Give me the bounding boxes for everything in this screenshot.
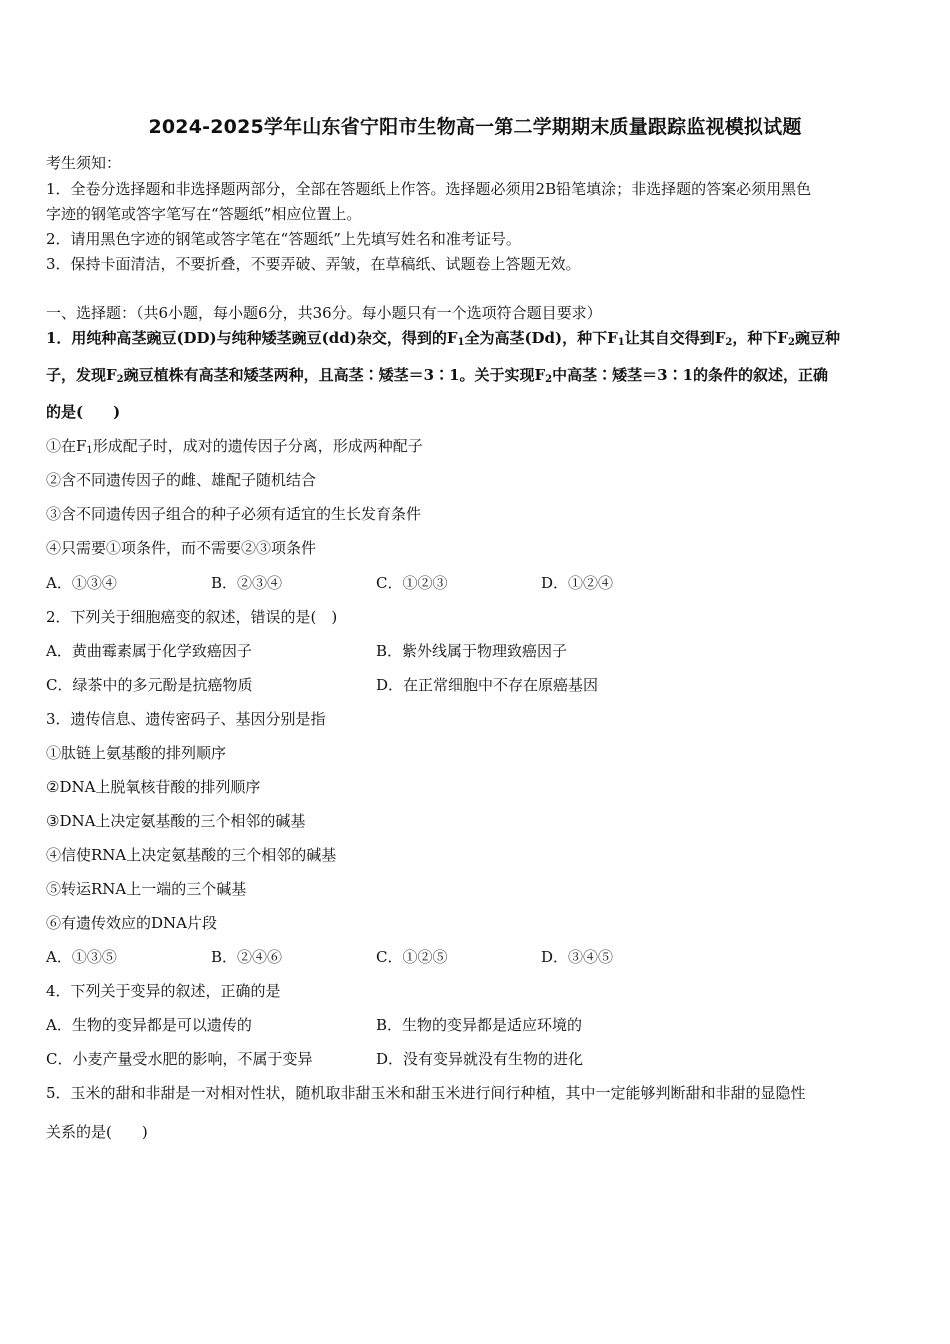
q3-item: ③DNA上决定氨基酸的三个相邻的碱基: [46, 812, 306, 830]
q2-option-b[interactable]: B．紫外线属于物理致癌因子: [376, 642, 568, 660]
q5-stem-line2: 关系的是( ): [46, 1123, 148, 1141]
q3-item: ⑤转运RNA上一端的三个碱基: [46, 880, 247, 898]
q1-option-d[interactable]: D．①②④: [541, 574, 614, 592]
q1-option-c[interactable]: C．①②③: [376, 574, 448, 592]
notice-item: 字迹的钢笔或答字笔写在“答题纸”相应位置上。: [46, 205, 362, 223]
q5-stem-line1: 5．玉米的甜和非甜是一对相对性状，随机取非甜玉米和甜玉米进行间行种植，其中一定能够判断甜和非甜的显隐性: [46, 1084, 806, 1102]
q4-option-b[interactable]: B．生物的变异都是适应环境的: [376, 1016, 583, 1034]
q4-option-c[interactable]: C．小麦产量受水肥的影响，不属于变异: [46, 1050, 313, 1068]
q1-stem-line3: 的是( ): [46, 403, 121, 421]
q1-statement: ②含不同遗传因子的雌、雄配子随机结合: [46, 471, 317, 489]
q3-item: ②DNA上脱氧核苷酸的排列顺序: [46, 778, 261, 796]
q1-option-a[interactable]: A．①③④: [46, 574, 117, 592]
q3-item: ⑥有遗传效应的DNA片段: [46, 914, 217, 932]
q3-option-c[interactable]: C．①②⑤: [376, 948, 448, 966]
q1-stem-line1: 1．用纯种高茎豌豆(DD)与纯种矮茎豌豆(dd)杂交，得到的F1全为高茎(Dd)，种下F1让其自交得到F2，种下F2豌豆种: [46, 329, 841, 348]
q1-stem-line2: 子，发现F2豌豆植株有高茎和矮茎两种，且高茎∶矮茎＝3∶1。关于实现F2中高茎∶矮茎＝3∶1的条件的叙述，正确: [46, 366, 829, 385]
q4-option-d[interactable]: D．没有变异就没有生物的进化: [376, 1050, 584, 1068]
notice-item: 3．保持卡面清洁，不要折叠，不要弄破、弄皱，在草稿纸、试题卷上答题无效。: [46, 255, 581, 273]
q4-option-a[interactable]: A．生物的变异都是可以遗传的: [46, 1016, 252, 1034]
q3-item: ①肽链上氨基酸的排列顺序: [46, 744, 227, 762]
notice-heading: 考生须知：: [46, 154, 122, 172]
q3-option-d[interactable]: D．③④⑤: [541, 948, 614, 966]
q1-statement: ①在F1形成配子时，成对的遗传因子分离，形成两种配子: [46, 437, 423, 456]
q3-item: ④信使RNA上决定氨基酸的三个相邻的碱基: [46, 846, 337, 864]
q2-option-d[interactable]: D．在正常细胞中不存在原癌基因: [376, 676, 599, 694]
page-title: 2024-2025学年山东省宁阳市生物高一第二学期期末质量跟踪监视模拟试题: [148, 116, 802, 138]
q2-option-c[interactable]: C．绿茶中的多元酚是抗癌物质: [46, 676, 253, 694]
q1-option-b[interactable]: B．②③④: [211, 574, 283, 592]
q1-statement: ④只需要①项条件，而不需要②③项条件: [46, 539, 317, 557]
q2-option-a[interactable]: A．黄曲霉素属于化学致癌因子: [46, 642, 252, 660]
q3-option-b[interactable]: B．②④⑥: [211, 948, 283, 966]
q3-stem: 3．遗传信息、遗传密码子、基因分别是指: [46, 710, 326, 728]
q4-stem: 4．下列关于变异的叙述，正确的是: [46, 982, 281, 1000]
q2-stem: 2．下列关于细胞癌变的叙述，错误的是( ): [46, 608, 338, 626]
section-heading: 一、选择题：（共6小题，每小题6分，共36分。每小题只有一个选项符合题目要求）: [46, 304, 602, 322]
notice-item: 1．全卷分选择题和非选择题两部分，全部在答题纸上作答。选择题必须用2B铅笔填涂；非选择题的答案必须用黑色: [46, 180, 812, 198]
notice-item: 2．请用黑色字迹的钢笔或答字笔在“答题纸”上先填写姓名和准考证号。: [46, 230, 521, 248]
q1-statement: ③含不同遗传因子组合的种子必须有适宜的生长发育条件: [46, 505, 422, 523]
q3-option-a[interactable]: A．①③⑤: [46, 948, 117, 966]
